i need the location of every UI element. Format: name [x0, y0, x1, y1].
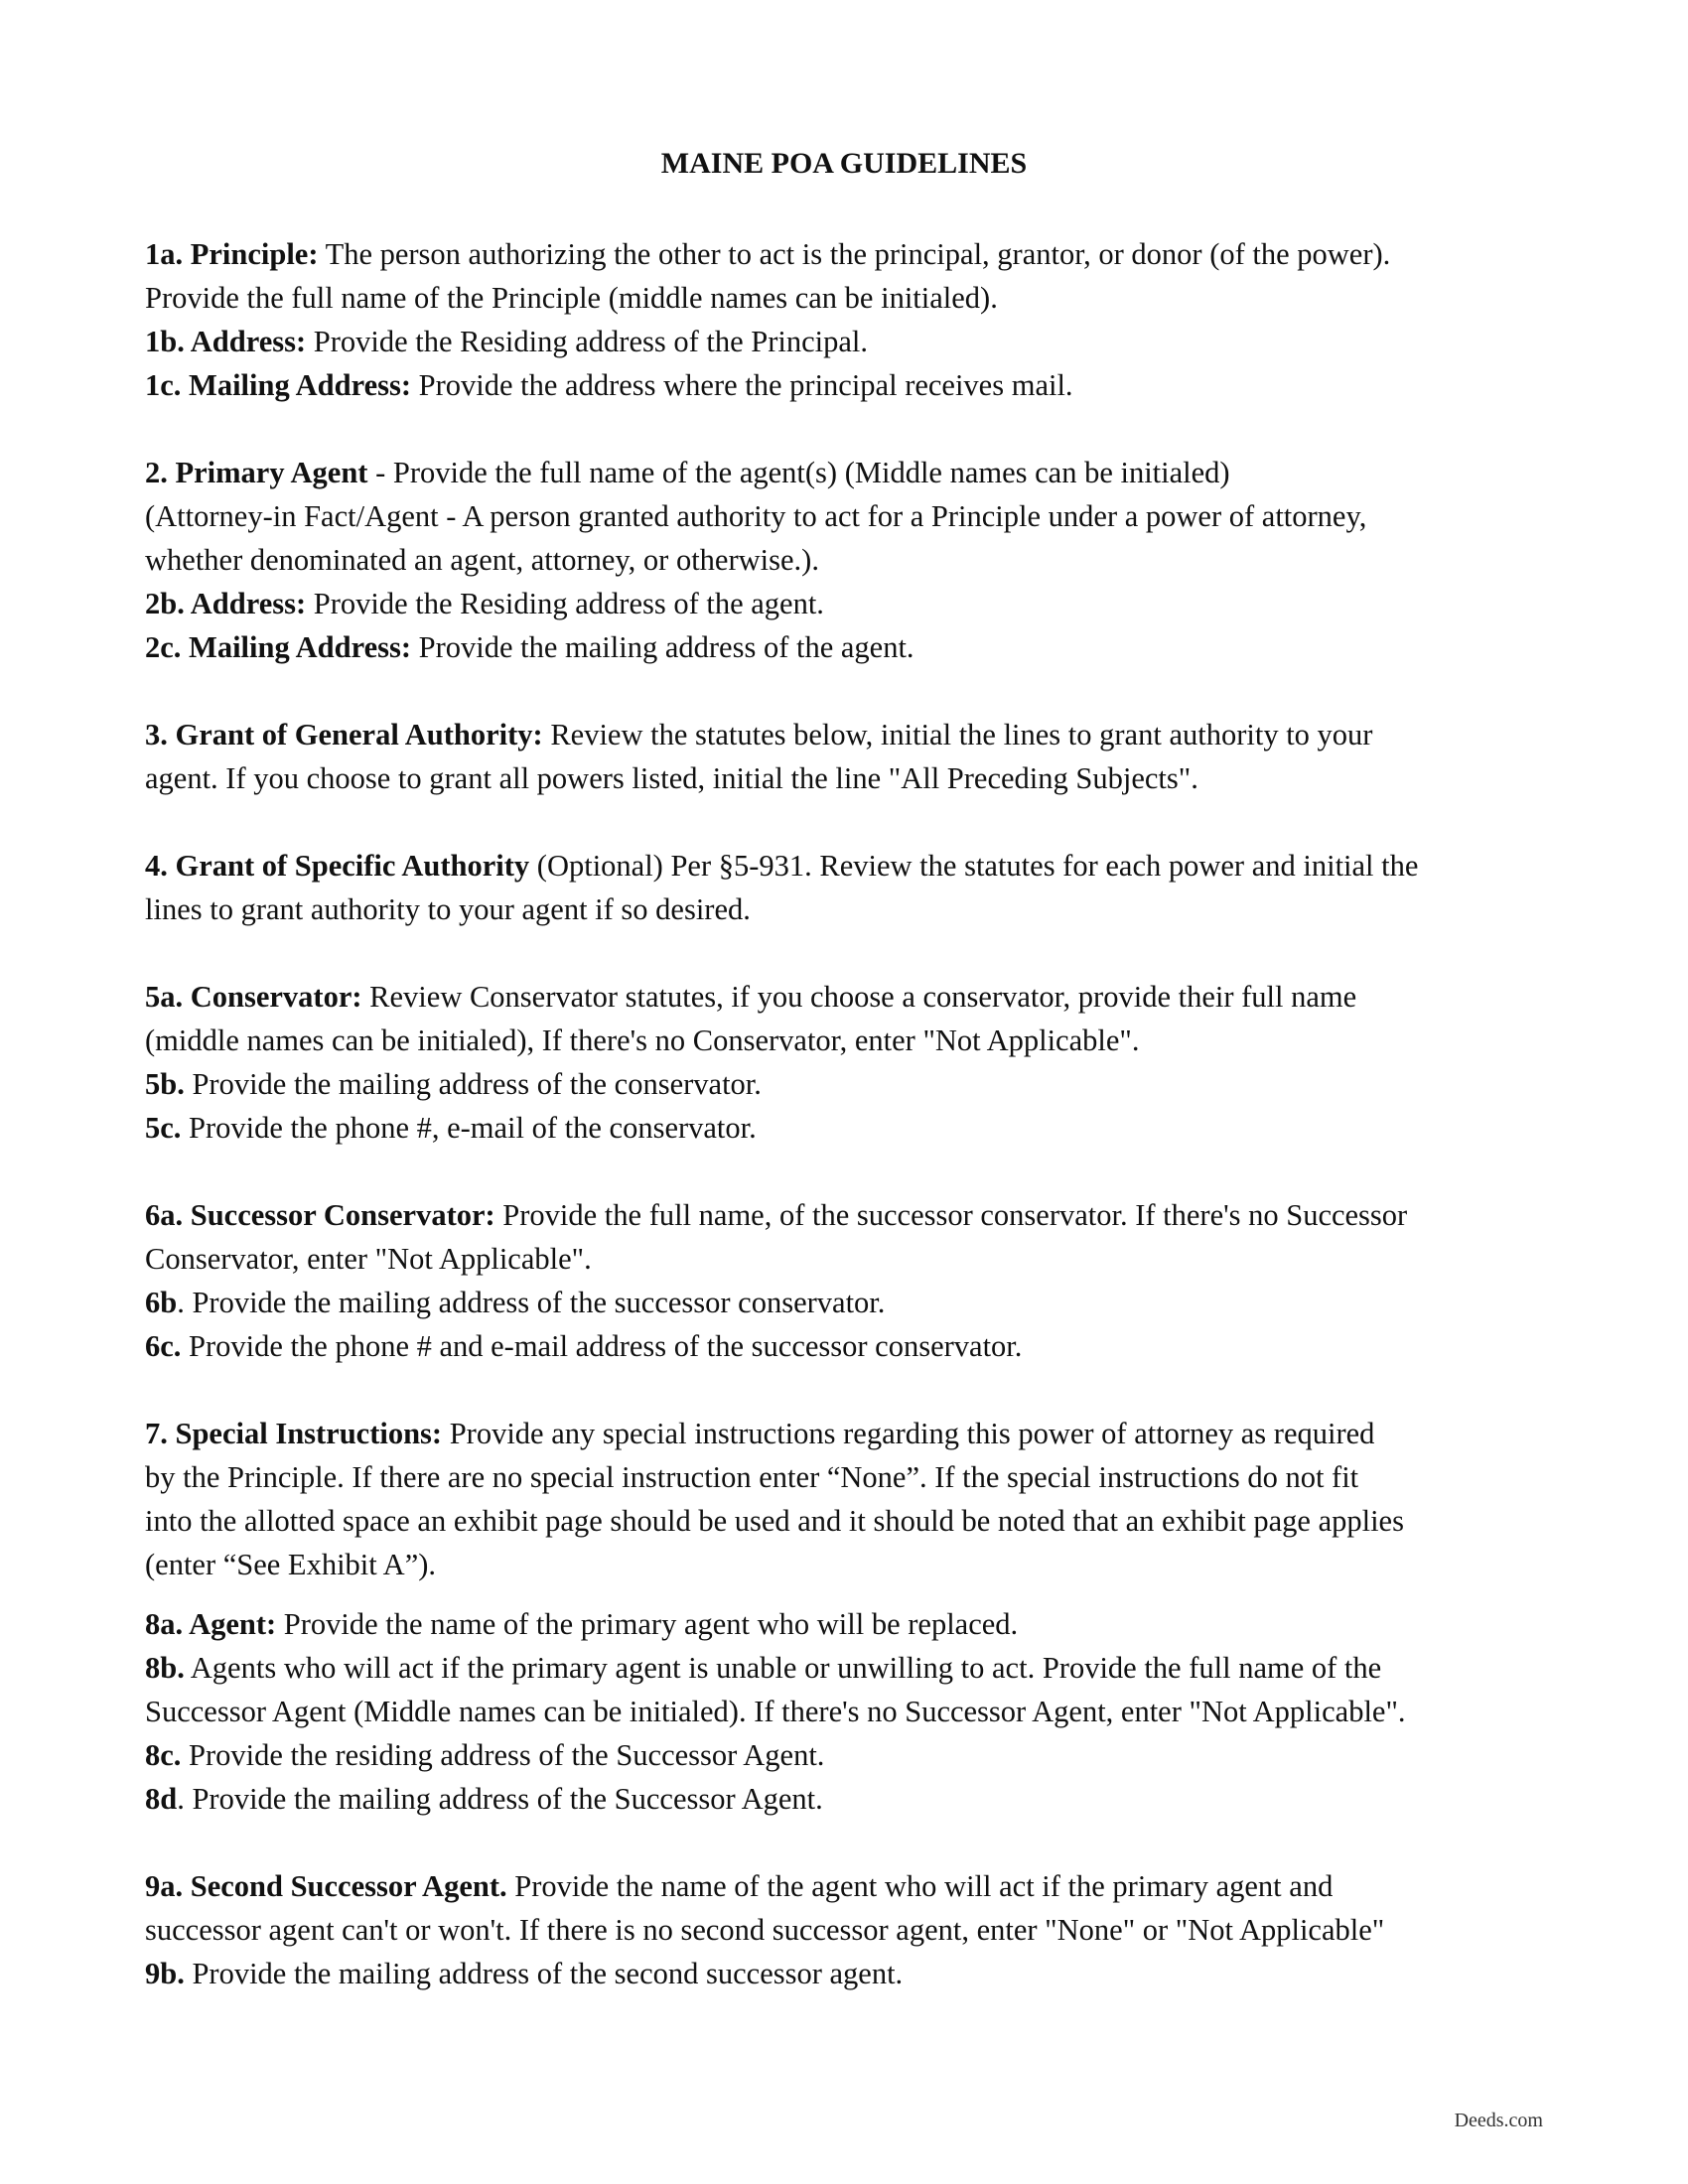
label-5c: 5c. [145, 1111, 182, 1145]
text-2b: Provide the Residing address of the agent. [306, 587, 824, 620]
text-5a: Review Conservator statutes, if you choose a conservator, provide their full name [361, 980, 1357, 1014]
text-6c: Provide the phone # and e-mail address of the successor conservator. [181, 1329, 1023, 1363]
page-title: MAINE POA GUIDELINES [660, 147, 1028, 180]
text-9b: Provide the mailing address of the second successor agent. [184, 1957, 904, 1990]
text-2-cont-2: whether denominated an agent, attorney, or otherwise.). [145, 543, 819, 577]
line-3 [145, 713, 1555, 756]
label-2c: 2c. Mailing Address: [145, 630, 412, 664]
line-2-cont-1 [145, 494, 1555, 538]
text-2c: Provide the mailing address of the agent. [411, 630, 914, 664]
line-1a-cont [145, 276, 1555, 320]
text-4-cont: lines to grant authority to your agent if so desired. [145, 892, 751, 926]
line-2-cont-2 [145, 538, 1555, 582]
label-5a: 5a. Conservator: [145, 980, 362, 1014]
label-8d: 8d [145, 1782, 178, 1816]
line-6b [145, 1281, 1555, 1324]
line-5b [145, 1062, 1555, 1106]
text-8a: Provide the name of the primary agent who will be replaced. [276, 1607, 1019, 1641]
section-6-successor-conservator [145, 1193, 1555, 1368]
section-9-second-successor-agent [145, 1864, 1555, 1995]
line-1b [145, 320, 1555, 363]
line-7 [145, 1412, 1555, 1455]
text-2-cont-1: (Attorney-in Fact/Agent - A person granted authority to act for a Principle under a power of attorney, [145, 499, 1367, 533]
label-2: 2. Primary Agent [145, 456, 368, 489]
section-5-conservator [145, 975, 1555, 1150]
text-9a: Provide the name of the agent who will act if the primary agent and [506, 1869, 1334, 1903]
line-7-cont-1 [145, 1455, 1555, 1499]
text-6a-cont: Conservator, enter "Not Applicable". [145, 1242, 592, 1276]
text-3-cont: agent. If you choose to grant all powers listed, initial the line "All Preceding Subjects". [145, 761, 1198, 795]
line-2c [145, 625, 1555, 669]
text-3: Review the statutes below, initial the lines to grant authority to your [542, 718, 1373, 751]
label-6a: 6a. Successor Conservator: [145, 1198, 495, 1232]
text-6b: . Provide the mailing address of the successor conservator. [177, 1286, 886, 1319]
line-8a [145, 1602, 1555, 1646]
label-7: 7. Special Instructions: [145, 1417, 443, 1450]
line-6a [145, 1193, 1555, 1237]
line-5c [145, 1106, 1555, 1150]
section-2-primary-agent [145, 451, 1555, 669]
line-8b [145, 1646, 1555, 1690]
text-7-cont-1: by the Principle. If there are no special instruction enter “None”. If the special instructions do not fit [145, 1460, 1359, 1494]
line-6c [145, 1324, 1555, 1368]
line-5a [145, 975, 1555, 1019]
section-4-specific-authority [145, 844, 1555, 931]
label-6b: 6b [145, 1286, 178, 1319]
label-3: 3. Grant of General Authority: [145, 718, 543, 751]
text-8b-cont: Successor Agent (Middle names can be initialed). If there's no Successor Agent, enter "Not Applicable". [145, 1695, 1406, 1728]
text-8c: Provide the residing address of the Successor Agent. [181, 1738, 825, 1772]
line-2 [145, 451, 1555, 494]
text-7-cont-2: into the allotted space an exhibit page should be used and it should be noted that an exhibit page applies [145, 1504, 1404, 1538]
label-1a: 1a. Principle: [145, 237, 319, 271]
text-4: (Optional) Per §5-931. Review the statutes for each power and initial the [529, 849, 1419, 883]
section-1-principal [145, 232, 1555, 407]
text-5c: Provide the phone #, e-mail of the conservator. [181, 1111, 757, 1145]
line-1a [145, 232, 1555, 276]
text-8b: Agents who will act if the primary agent is unable or unwilling to act. Provide the full name of the [184, 1651, 1382, 1685]
line-6a-cont [145, 1237, 1555, 1281]
label-4: 4. Grant of Specific Authority [145, 849, 530, 883]
text-9a-cont: successor agent can't or won't. If there is no second successor agent, enter "None" or "Not Applicable" [145, 1913, 1385, 1947]
text-5b: Provide the mailing address of the conservator. [184, 1067, 762, 1101]
line-9a-cont [145, 1908, 1555, 1952]
label-9b: 9b. [145, 1957, 185, 1990]
label-8b: 8b. [145, 1651, 185, 1685]
line-7-cont-2 [145, 1499, 1555, 1543]
text-1a: The person authorizing the other to act is the principal, grantor, or donor (of the power). [318, 237, 1391, 271]
label-8c: 8c. [145, 1738, 182, 1772]
text-7-cont-3: (enter “See Exhibit A”). [145, 1548, 437, 1581]
label-9a: 9a. Second Successor Agent. [145, 1869, 507, 1903]
text-8d: . Provide the mailing address of the Successor Agent. [177, 1782, 823, 1816]
label-2b: 2b. Address: [145, 587, 307, 620]
guidelines-body [145, 232, 1555, 1995]
label-1c: 1c. Mailing Address: [145, 368, 412, 402]
line-3-cont [145, 756, 1555, 800]
text-6a: Provide the full name, of the successor conservator. If there's no Successor [494, 1198, 1408, 1232]
line-8b-cont [145, 1690, 1555, 1733]
line-9a [145, 1864, 1555, 1908]
text-1c: Provide the address where the principal receives mail. [411, 368, 1073, 402]
label-1b: 1b. Address: [145, 325, 307, 358]
line-4-cont [145, 887, 1555, 931]
footer-source: Deeds.com [1454, 2110, 1543, 2131]
section-3-general-authority [145, 713, 1555, 800]
text-5a-cont: (middle names can be initialed), If there's no Conservator, enter "Not Applicable". [145, 1024, 1140, 1057]
text-1b: Provide the Residing address of the Principal. [306, 325, 868, 358]
line-1c [145, 363, 1555, 407]
line-2b [145, 582, 1555, 625]
line-8c [145, 1733, 1555, 1777]
text-1a-cont: Provide the full name of the Principle (middle names can be initialed). [145, 281, 998, 315]
line-7-cont-3 [145, 1543, 1555, 1586]
line-8d [145, 1777, 1555, 1821]
section-7-special-instructions [145, 1412, 1555, 1586]
line-4 [145, 844, 1555, 887]
label-6c: 6c. [145, 1329, 182, 1363]
line-5a-cont [145, 1019, 1555, 1062]
text-2: - Provide the full name of the agent(s) (Middle names can be initialed) [367, 456, 1230, 489]
label-8a: 8a. Agent: [145, 1607, 277, 1641]
label-5b: 5b. [145, 1067, 185, 1101]
text-7: Provide any special instructions regarding this power of attorney as required [442, 1417, 1375, 1450]
section-8-successor-agent [145, 1602, 1555, 1821]
line-9b [145, 1952, 1555, 1995]
